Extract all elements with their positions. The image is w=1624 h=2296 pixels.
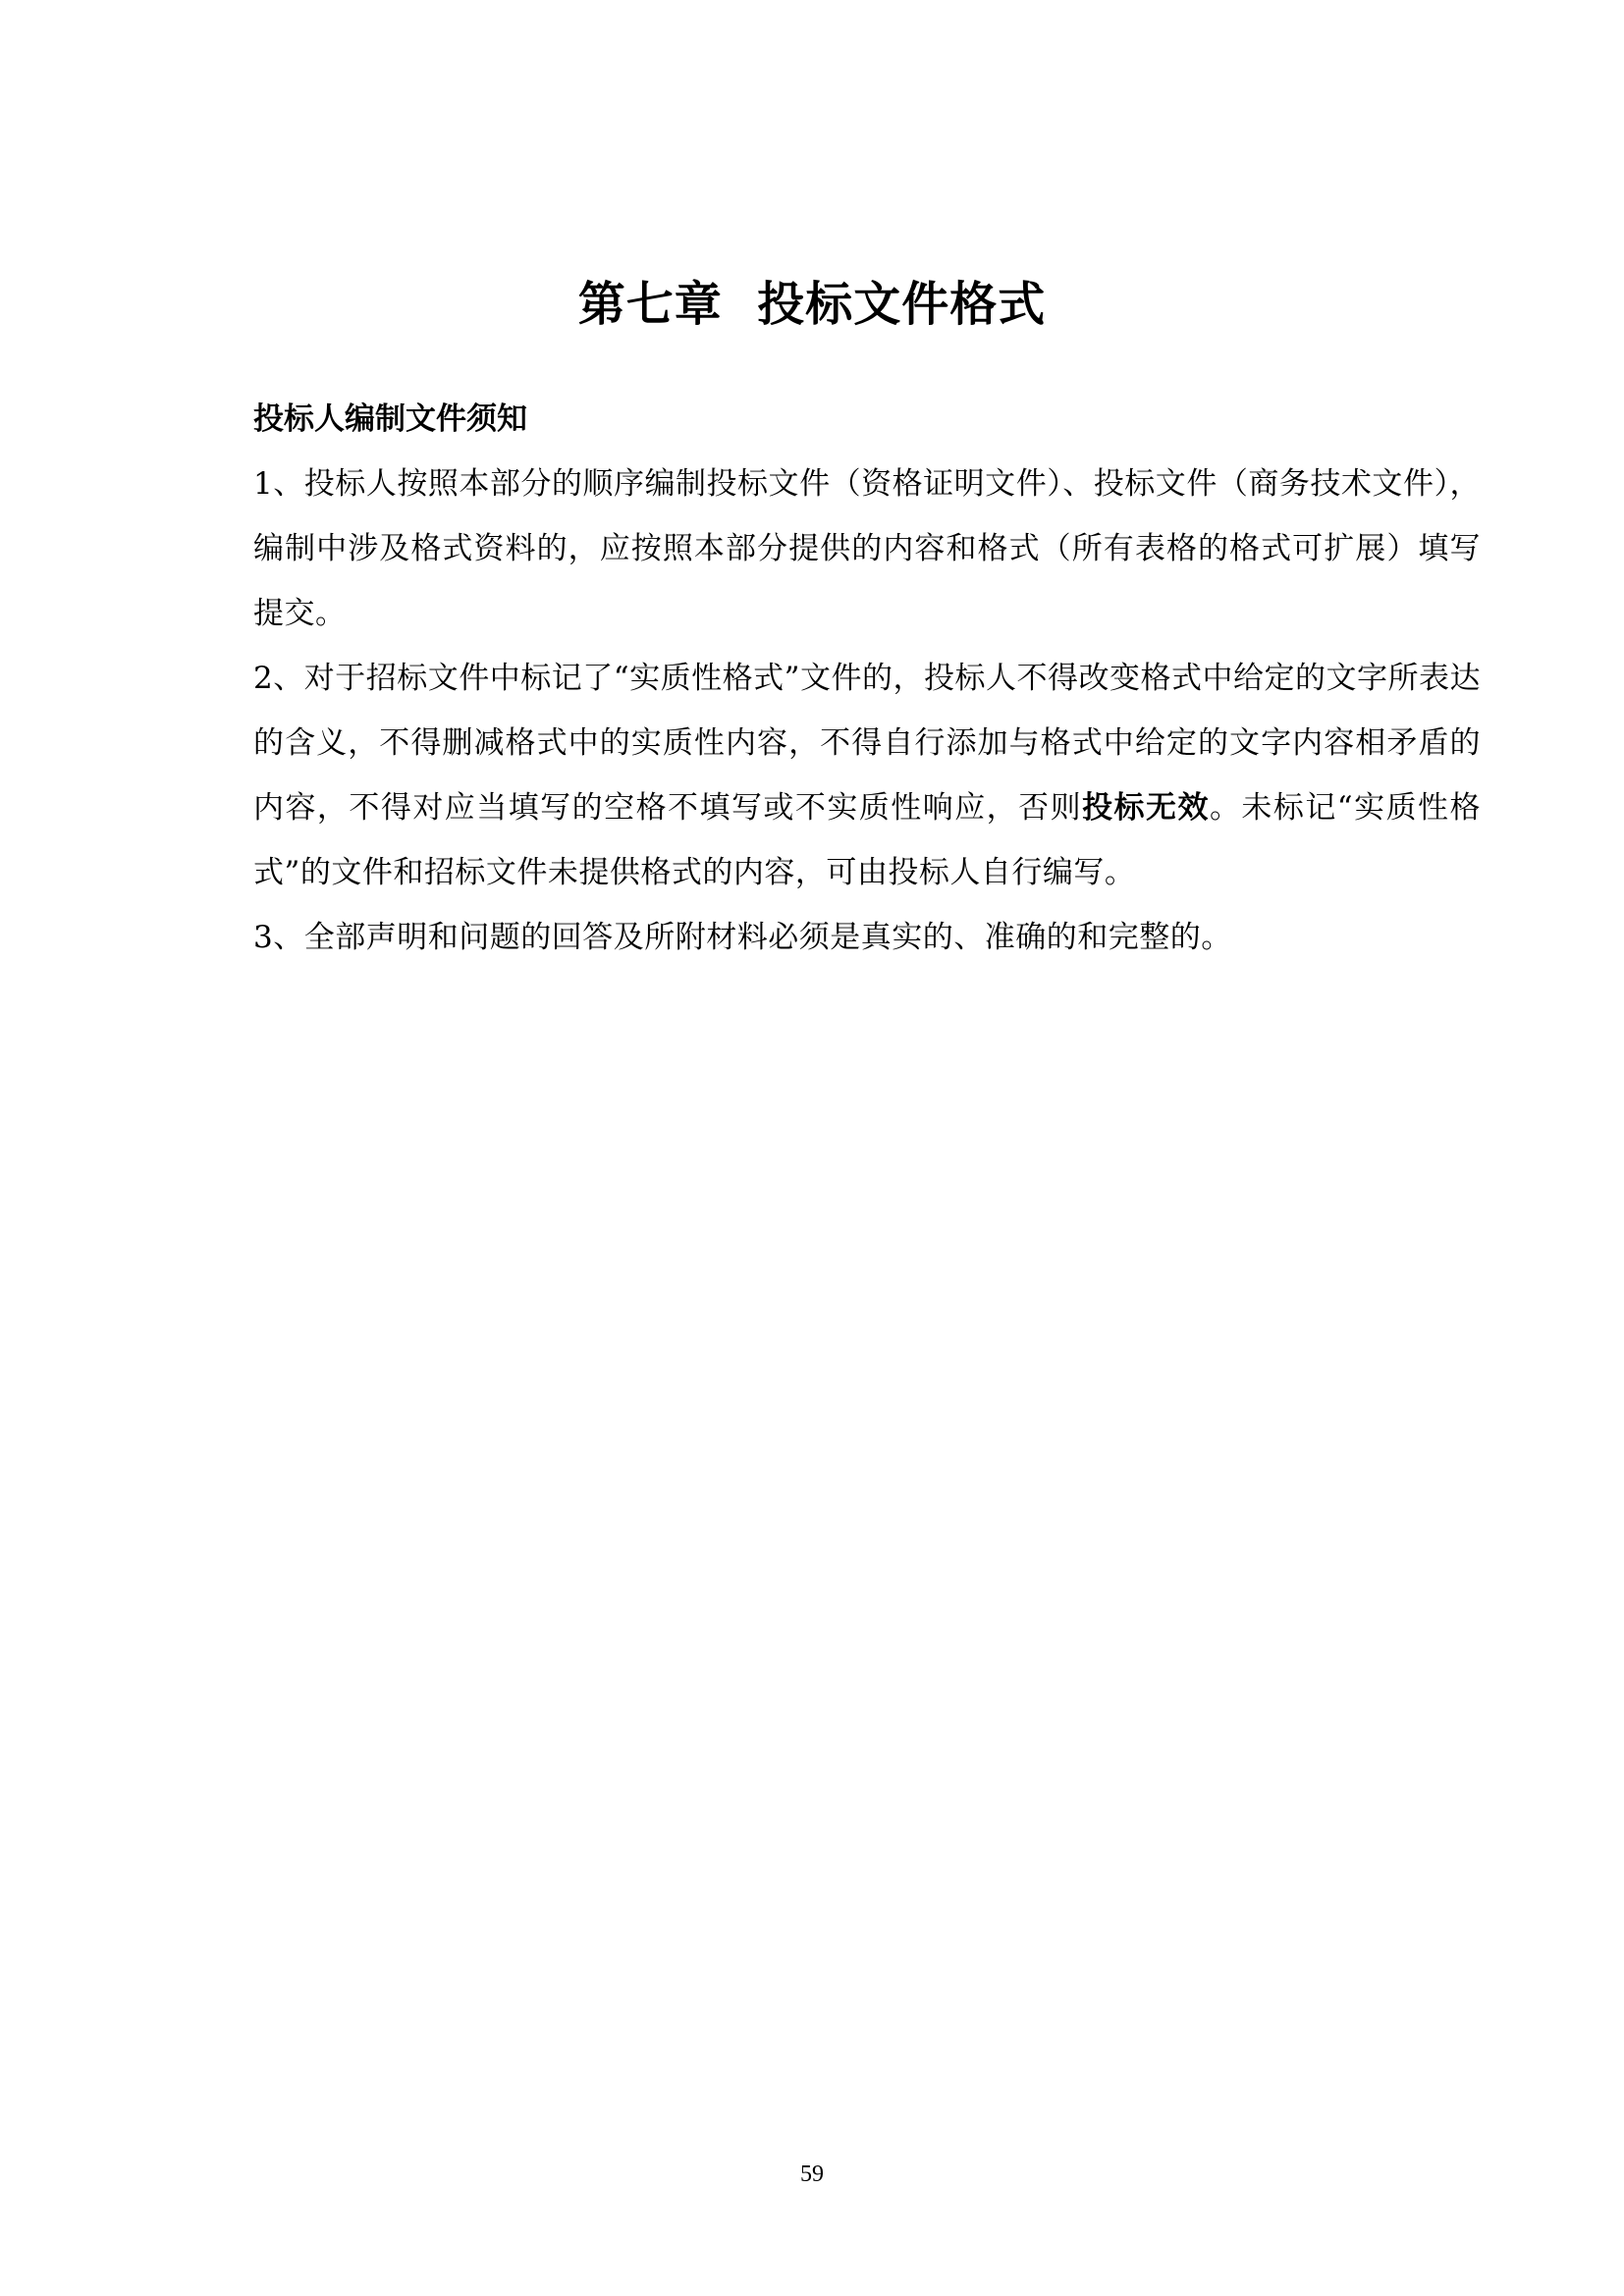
notice-heading: 投标人编制文件须知 — [253, 401, 527, 437]
paragraph-2-text-before: 2、对于招标文件中标记了“实质性格式”文件的，投标人不得改变格式中给定的文字所表达的含义，不得删减格式中的实质性内容，不得自行添加与格式中给定的文字内容相矛盾的内容，不得对应当填写的空格不填写或不实质性响应，否则 — [253, 661, 1481, 826]
paragraph-2-text-after: 。未标记“实质性格式”的文件和招标文件未提供格式的内容，可由投标人自行编写。 — [253, 790, 1481, 890]
page-number: 59 — [800, 2162, 824, 2187]
notice-section — [253, 387, 1481, 970]
paragraph-1: 1、投标人按照本部分的顺序编制投标文件（资格证明文件）、投标文件（商务技术文件），编制中涉及格式资料的，应按照本部分提供的内容和格式（所有表格的格式可扩展）填写提交。 — [253, 466, 1481, 631]
invalid-bid-emphasis: 投标无效 — [1082, 790, 1210, 826]
chapter-title: 第七章 投标文件格式 — [577, 277, 1047, 333]
paragraph-3: 3、全部声明和问题的回答及所附材料必须是真实的、准确的和完整的。 — [253, 920, 1232, 955]
paragraph-2 — [253, 646, 1481, 905]
